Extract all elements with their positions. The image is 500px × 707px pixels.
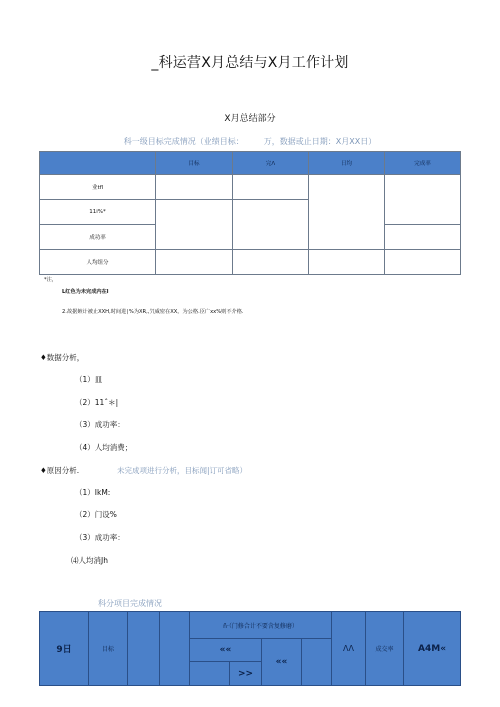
- header-cell-complete: 完Λ: [233, 152, 309, 175]
- cause-analysis-hint: 未完成项进行分析，目标闻|订可省略）: [117, 466, 248, 475]
- summary-section-heading: X月总结部分: [224, 114, 276, 124]
- page-title: _科运营X月总结与X月工作计划: [151, 55, 349, 71]
- summary-table-header: [40, 152, 461, 175]
- row-label: 成功率: [40, 225, 156, 250]
- lambda-cell: ΛΛ: [332, 612, 366, 686]
- table-cell: [309, 175, 385, 250]
- data-analysis-item: （3）成功率：: [75, 420, 125, 429]
- table-cell: [385, 250, 461, 275]
- sub-cell-c: >>: [230, 662, 262, 686]
- target-cell: 目标: [89, 612, 128, 686]
- deal-rate-cell: 成交率: [366, 612, 404, 686]
- notes-line-2: 2.故据嫉计被止XXH,时间进∣%为XR,,氕威密在XX。为公格.臣广xx%则不介格.: [62, 309, 244, 315]
- table-cell: [233, 200, 309, 250]
- notes-mark: *注，: [44, 277, 57, 283]
- table-cell: [385, 175, 461, 225]
- table-cell: [156, 250, 233, 275]
- table-row: [40, 612, 461, 639]
- header-cell-rate: 完成率: [385, 152, 461, 175]
- project-section-caption: 科分项目完成情况: [98, 599, 162, 608]
- cause-analysis-item: （1）IkM:: [75, 488, 111, 497]
- table-row: [40, 175, 461, 200]
- summary-table-caption: 科一级目标完成情况（业绩目标： 万，数据或止日期：X月XX日）: [123, 137, 377, 146]
- sub-cell-b: ««: [262, 639, 302, 686]
- project-cell: 9日: [40, 612, 89, 686]
- data-analysis-heading: ♦数据分析，: [40, 353, 85, 362]
- amount-cell: A4M«: [404, 612, 461, 686]
- table-cell: [233, 250, 309, 275]
- row-label: 业tfl: [40, 175, 156, 200]
- table-cell: [385, 225, 461, 250]
- cause-analysis-item: ⑷人均消Jh: [71, 556, 108, 565]
- notes-line-1: L红色为未完成内在l: [62, 289, 109, 295]
- group-header-cell: ñ·（门修合计不要含复修磨）: [190, 612, 332, 639]
- data-analysis-item: （2）11ˆ＊|: [75, 398, 119, 407]
- table-cell: [233, 175, 309, 200]
- row-label: 人均组分: [40, 250, 156, 275]
- cause-analysis-item: （3）成功率：: [75, 533, 125, 542]
- table-cell: [160, 612, 190, 686]
- table-cell: [156, 175, 233, 200]
- summary-table: [39, 151, 461, 275]
- row-label: 11i%*: [40, 200, 156, 225]
- data-analysis-item: （4）人均消费；: [75, 443, 133, 452]
- table-row: [40, 250, 461, 275]
- table-cell: [190, 662, 230, 686]
- sub-cell-a: ««: [190, 639, 262, 662]
- project-table: [39, 611, 461, 686]
- table-cell: [128, 612, 160, 686]
- header-cell-target: 目标: [156, 152, 233, 175]
- table-cell: [156, 200, 233, 250]
- data-analysis-item: （1）皿: [75, 375, 103, 384]
- table-cell: [302, 639, 332, 686]
- cause-analysis-heading: ♦原因分析.: [40, 466, 80, 475]
- header-cell: [40, 152, 156, 175]
- cause-analysis-item: （2）门设%: [75, 510, 117, 519]
- header-cell-daily: 日均: [309, 152, 385, 175]
- table-cell: [309, 250, 385, 275]
